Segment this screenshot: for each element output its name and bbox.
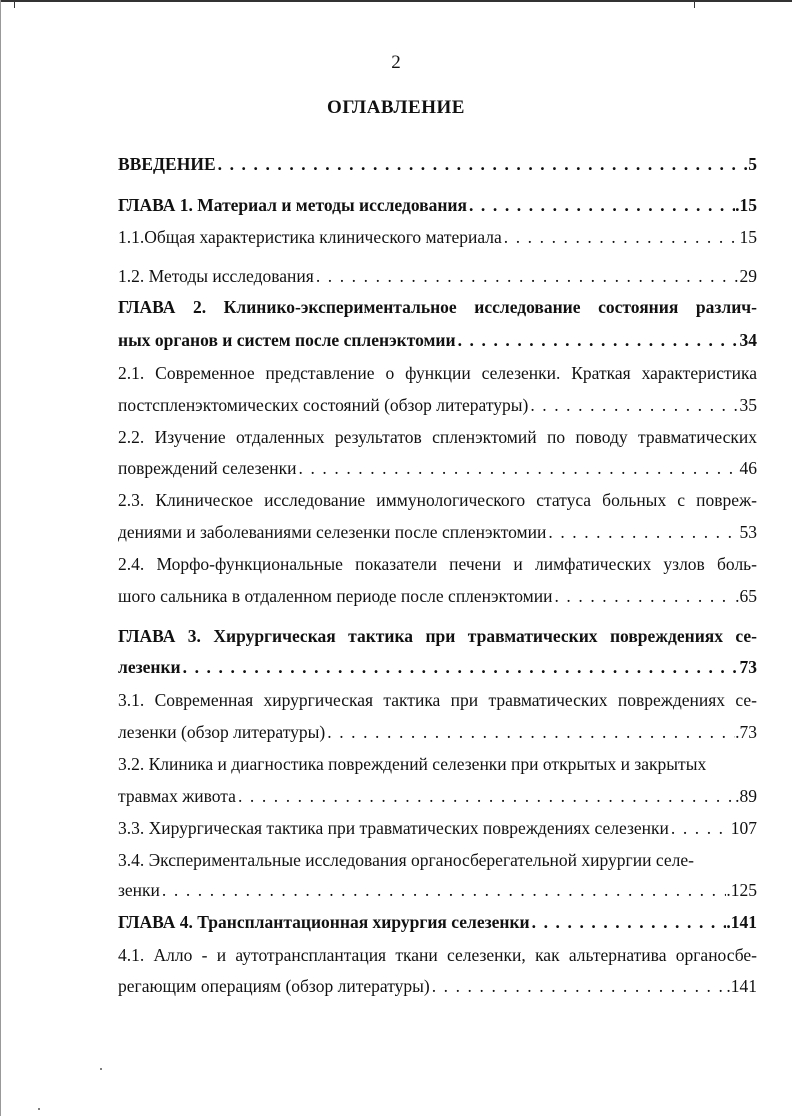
toc-entry-section-3-1-line-2[interactable] [118, 720, 757, 744]
toc-entry-section-2-1-line-2[interactable] [118, 393, 757, 417]
dot-leader [552, 584, 735, 608]
toc-entry-text: повреждений селезенки [118, 458, 297, 478]
dot-leader [314, 264, 740, 288]
toc-entry-text: 3.2. Клиника и диагностика повреждений селезенки при открытых и закрытых [118, 754, 707, 774]
toc-entry-text: 1.1.Общая характеристика клинического материала [118, 227, 502, 247]
toc-entry-section-1-1[interactable] [118, 225, 757, 249]
toc-entry-section-2-3-line-1[interactable]: 2.3. Клиническое исследование иммунологического статуса больных с повреж- [118, 490, 757, 510]
toc-entry-section-2-1-line-1[interactable]: 2.1. Современное представление о функции селезенки. Краткая характеристика [118, 363, 757, 383]
toc-entry-section-3-2-line-1[interactable] [118, 752, 757, 776]
dot-leader [467, 193, 735, 217]
toc-entry-page: .89 [735, 786, 757, 806]
scan-border-top [0, 0, 792, 2]
dot-leader [502, 225, 740, 249]
dot-leader [430, 974, 727, 998]
toc-entry-chapter-4[interactable] [118, 910, 757, 934]
scan-mark [14, 0, 15, 8]
scan-speck [38, 1108, 40, 1110]
dot-leader [669, 816, 731, 840]
toc-entry-text: регающим операциям (обзор литературы) [118, 976, 430, 996]
toc-entry-page: 35 [739, 395, 757, 415]
toc-entry-section-3-4-line-1[interactable] [118, 848, 757, 872]
toc-entry-text: 3.4. Экспериментальные исследования органосберегательной хирургии селе- [118, 850, 694, 870]
toc-entry-chapter-2-line-2[interactable] [118, 328, 757, 352]
toc-entry-section-2-4-line-2[interactable] [118, 584, 757, 608]
toc-entry-chapter-1[interactable] [118, 193, 757, 217]
toc-entry-page: 5 [748, 154, 757, 174]
toc-entry-chapter-2-line-1[interactable]: ГЛАВА 2. Клинико-экспериментальное исследование состояния различ- [118, 297, 757, 317]
toc-entry-text: шого сальника в отдаленном периоде после спленэктомии [118, 586, 553, 606]
toc-entry-page: .125 [726, 880, 757, 900]
toc-entry-section-2-3-line-2[interactable] [118, 520, 757, 544]
scan-mark [694, 0, 695, 8]
toc-entry-section-3-2-line-2[interactable] [118, 784, 757, 808]
toc-entry-page: .141 [726, 912, 757, 932]
toc-entry-text: лезенки [118, 657, 181, 677]
toc-entry-page: .65 [735, 586, 757, 606]
dot-leader [297, 456, 740, 480]
toc-entry-page: 73 [739, 657, 757, 677]
toc-entry-page: 53 [739, 522, 757, 542]
dot-leader [456, 328, 740, 352]
toc-entry-text: травмах живота [118, 786, 236, 806]
page-number: 2 [391, 52, 401, 73]
scan-speck [100, 1068, 102, 1070]
toc-entry-text: лезенки (обзор литературы) [118, 722, 326, 742]
toc-entry-chapter-3-line-2[interactable] [118, 655, 757, 679]
toc-entry-text: постспленэктомических состояний (обзор литературы) [118, 395, 529, 415]
toc-entry-text: ВВЕДЕНИЕ [118, 154, 216, 174]
toc-entry-section-2-2-line-2[interactable] [118, 456, 757, 480]
toc-entry-page: 15 [739, 227, 757, 247]
scan-border-left [0, 0, 1, 1116]
dot-leader [236, 784, 735, 808]
toc-entry-section-4-1-line-1[interactable]: 4.1. Алло - и аутотрансплантация ткани селезенки, как альтернатива органосбе- [118, 945, 757, 965]
toc-entry-page: 29 [739, 266, 757, 286]
dot-leader [528, 393, 739, 417]
toc-entry-page: .73 [735, 722, 757, 742]
toc-entry-text: зенки [118, 880, 160, 900]
toc-entry-introduction[interactable] [118, 152, 757, 176]
toc-entry-page: .141 [726, 976, 757, 996]
dot-leader [160, 878, 726, 902]
toc-entry-text: 3.3. Хирургическая тактика при травматических повреждениях селезенки [118, 818, 669, 838]
dot-leader [181, 655, 740, 679]
dot-leader [216, 152, 749, 176]
toc-entry-section-3-4-line-2[interactable] [118, 878, 757, 902]
toc-entry-text: 1.2. Методы исследования [118, 266, 314, 286]
dot-leader [325, 720, 735, 744]
toc-entry-text: ГЛАВА 4. Трансплантационная хирургия селезенки [118, 912, 530, 932]
toc-entry-chapter-3-line-1[interactable]: ГЛАВА 3. Хирургическая тактика при травматических повреждениях се- [118, 626, 757, 646]
toc-entry-page: 107 [730, 818, 757, 838]
toc-entry-text: ных органов и систем после спленэктомии [118, 330, 456, 350]
toc-entry-section-2-2-line-1[interactable]: 2.2. Изучение отдаленных результатов спленэктомий по поводу травматических [118, 427, 757, 447]
toc-entry-section-2-4-line-1[interactable]: 2.4. Морфо-функциональные показатели печени и лимфатических узлов боль- [118, 554, 757, 574]
toc-entry-section-3-1-line-1[interactable]: 3.1. Современная хирургическая тактика при травматических повреждениях се- [118, 690, 757, 710]
toc-entry-text: дениями и заболеваниями селезенки после спленэктомии [118, 522, 547, 542]
toc-entry-text: ГЛАВА 1. Материал и методы исследования [118, 195, 467, 215]
toc-title: ОГЛАВЛЕНИЕ [327, 97, 465, 118]
toc-entry-page: 34 [739, 330, 757, 350]
dot-leader [530, 910, 727, 934]
dot-leader [546, 520, 739, 544]
toc-entry-page: .15 [735, 195, 757, 215]
toc-entry-section-3-3[interactable] [118, 816, 757, 840]
toc-entry-page: 46 [739, 458, 757, 478]
toc-entry-section-4-1-line-2[interactable] [118, 974, 757, 998]
toc-entry-section-1-2[interactable] [118, 264, 757, 288]
